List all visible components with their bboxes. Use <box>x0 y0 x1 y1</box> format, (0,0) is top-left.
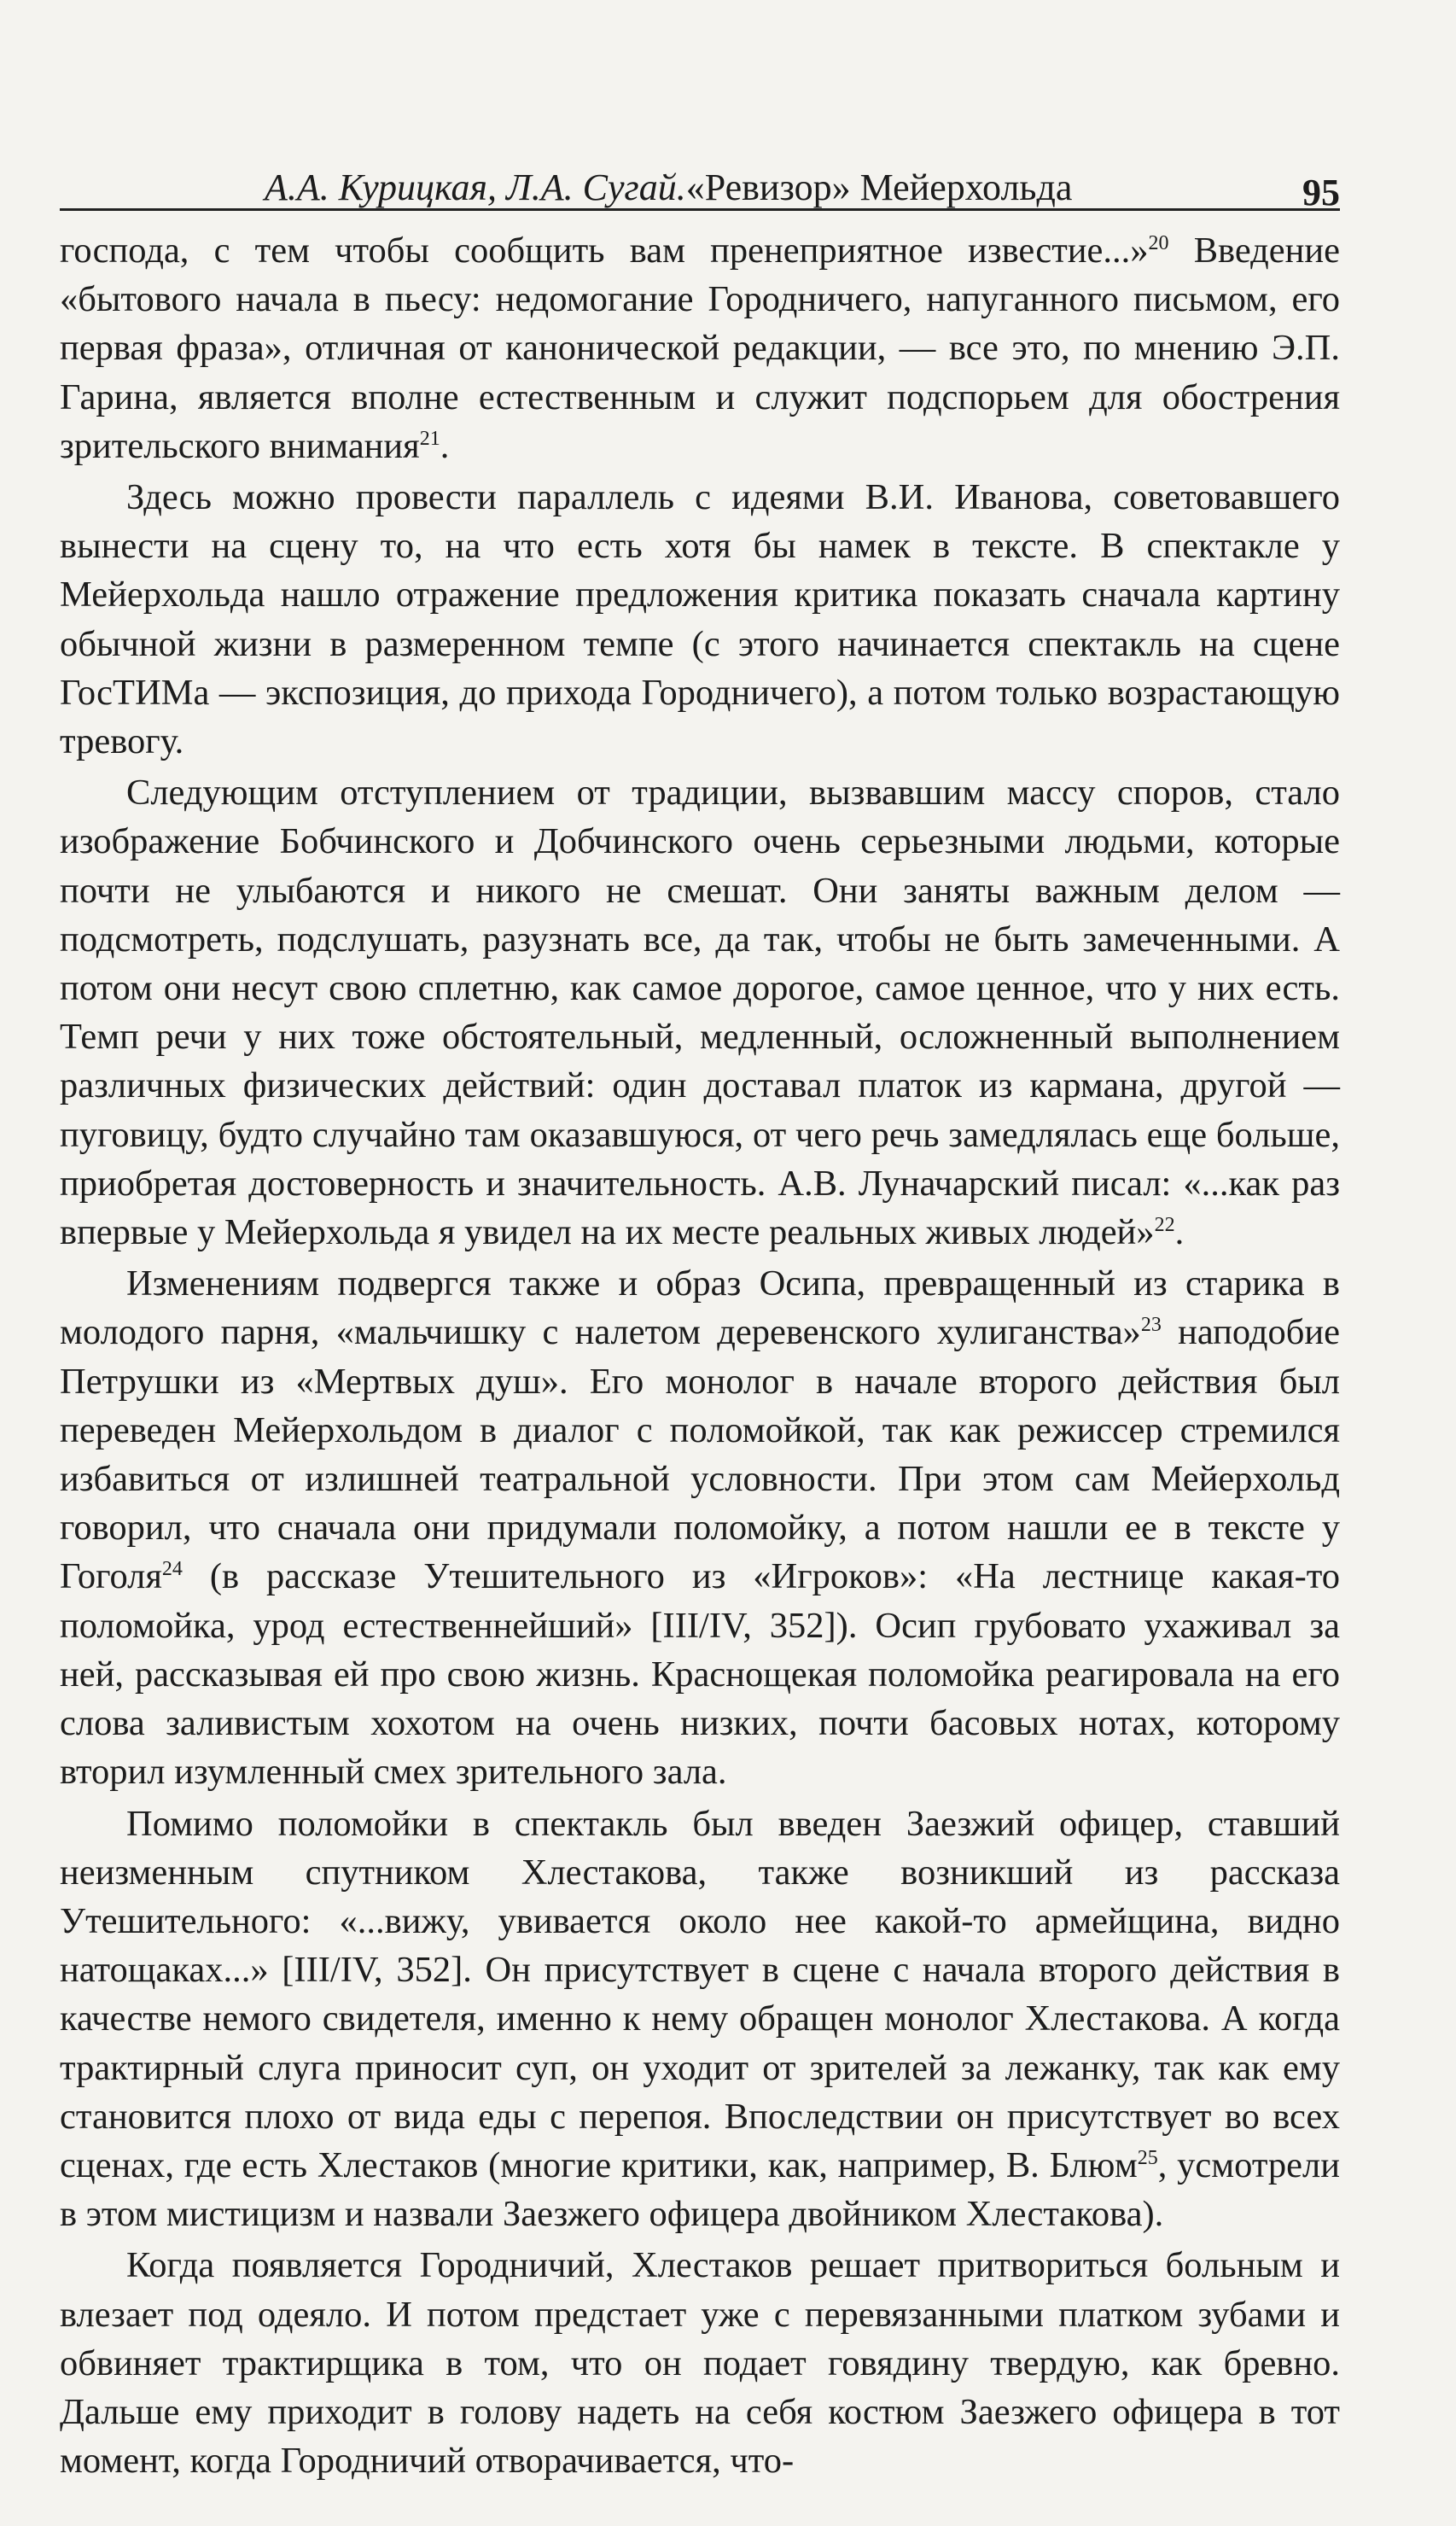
running-head-authors: А.А. Курицкая, Л.А. Сугай. <box>265 166 686 208</box>
footnote-ref: 25 <box>1137 2146 1158 2169</box>
footnote-ref: 23 <box>1140 1314 1162 1337</box>
paragraph-6 <box>60 2241 1340 2485</box>
footnote-ref: 20 <box>1148 231 1169 254</box>
page-number: 95 <box>1302 172 1340 213</box>
text-run: Введение «бытового начала в пьесу: недомогание Городничего, напуганного письмом, его первая фраза», отличная от канонической редакции, — все это, по мнению Э.П. Гарина, является вполне естественным и служит подспорьем для обострения зрительского внимания <box>60 230 1341 466</box>
paragraph-4 <box>60 1259 1340 1796</box>
text-run: Следующим отступлением от традиции, вызвавшим массу споров, стало изображение Бобчинского и Добчинского очень серьезными людьми, которые почти не улыбаются и никого не смешат. Они заняты важным делом — подсмотреть, подслушать, разузнать все, да так, чтобы не быть замеченными. А потом они несут свою сплетню, как самое дорогое, самое ценное, что у них есть. Темп речи у них тоже обстоятельный, медленный, осложненный выполнением различных физических действий: один доставал платок из кармана, другой — пуговицу, будто случайно там оказавшуюся, от чего речь замедлялась еще больше, приобретая достоверность и значительность. А.В. Луначарский писал: «...как раз впервые у Мейерхольда я увидел на их месте реальных живых людей» <box>60 773 1340 1253</box>
paragraph-3 <box>60 768 1340 1257</box>
text-run: , усмотрели в этом мистицизм и назвали Заезжего офицера двойником Хлестакова). <box>60 2144 1340 2235</box>
paragraph-1 <box>60 226 1340 470</box>
running-head <box>265 166 1072 209</box>
text-run: . <box>1174 1212 1185 1253</box>
paragraph-5 <box>60 1800 1340 2239</box>
text-run: господа, с тем чтобы сообщить вам пренеприятное известие...» <box>60 230 1149 271</box>
text-run: (в рассказе Утешительного из «Игроков»: «На лестнице какая-то поломойка, урод естественнейший» [III/IV, 352]). Осип грубовато ухаживал за ней, рассказывая ей про свою жизнь. Краснощекая поломойка реагировала на его слова заливистым хохотом на очень низких, почти басовых нотах, которому вторил изумленный смех зрительного зала. <box>60 1556 1340 1793</box>
text-run: Когда появляется Городничий, Хлестаков решает притвориться больным и влезает под одеяло. И потом предстает уже с перевязанными платком зубами и обвиняет трактирщика в том, что он подает говядину твердую, как бревно. Дальше ему приходит в голову надеть на себя костюм Заезжего офицера в тот момент, когда Городничий отворачивается, что- <box>60 2245 1340 2482</box>
body-text <box>60 226 1340 2485</box>
running-head-title: «Ревизор» Мейерхольда <box>685 166 1073 208</box>
text-run: . <box>440 425 450 466</box>
text-run: Изменениям подвергся также и образ Осипа, превращенный из старика в молодого парня, «мальчишку с налетом деревенского хулиганства» <box>60 1263 1340 1353</box>
text-run: наподобие Петрушки из «Мертвых душ». Его монолог в начале второго действия был переведен Мейерхольдом в диалог с поломойкой, так как режиссер стремился избавиться от излишней театральной условности. При этом сам Мейерхольд говорил, что сначала они придумали поломойку, а потом нашли ее в тексте у Гоголя <box>60 1312 1340 1597</box>
footnote-ref: 21 <box>419 427 440 450</box>
paragraph-2 <box>60 473 1340 766</box>
footnote-ref: 24 <box>161 1558 183 1581</box>
book-page <box>60 154 1340 2485</box>
footnote-ref: 22 <box>1154 1213 1175 1236</box>
text-run: Помимо поломойки в спектакль был введен Заезжий офицер, ставший неизменным спутником Хлестакова, также возникший из рассказа Утешительного: «...вижу, увивается около нее какой-то армейщина, видно натощаках...» [III/IV, 352]. Он присутствует в сцене с начала второго действия в качестве немого свидетеля, именно к нему обращен монолог Хлестакова. А когда трактирный слуга приносит суп, он уходит от зрителей за лежанку, так как ему становится плохо от вида еды с перепоя. Впоследствии он присутствует во всех сценах, где есть Хлестаков (многие критики, как, например, В. Блюм <box>60 1803 1340 2185</box>
text-run: Здесь можно провести параллель с идеями В.И. Иванова, советовавшего вынести на сцену то, на что есть хотя бы намек в тексте. В спектакле у Мейерхольда нашло отражение предложения критика показать сначала картину обычной жизни в размеренном темпе (с этого начинается спектакль на сцене ГосТИМа — экспозиция, до прихода Городничего), а потом только возрастающую тревогу. <box>60 477 1340 762</box>
page-header <box>60 154 1340 211</box>
